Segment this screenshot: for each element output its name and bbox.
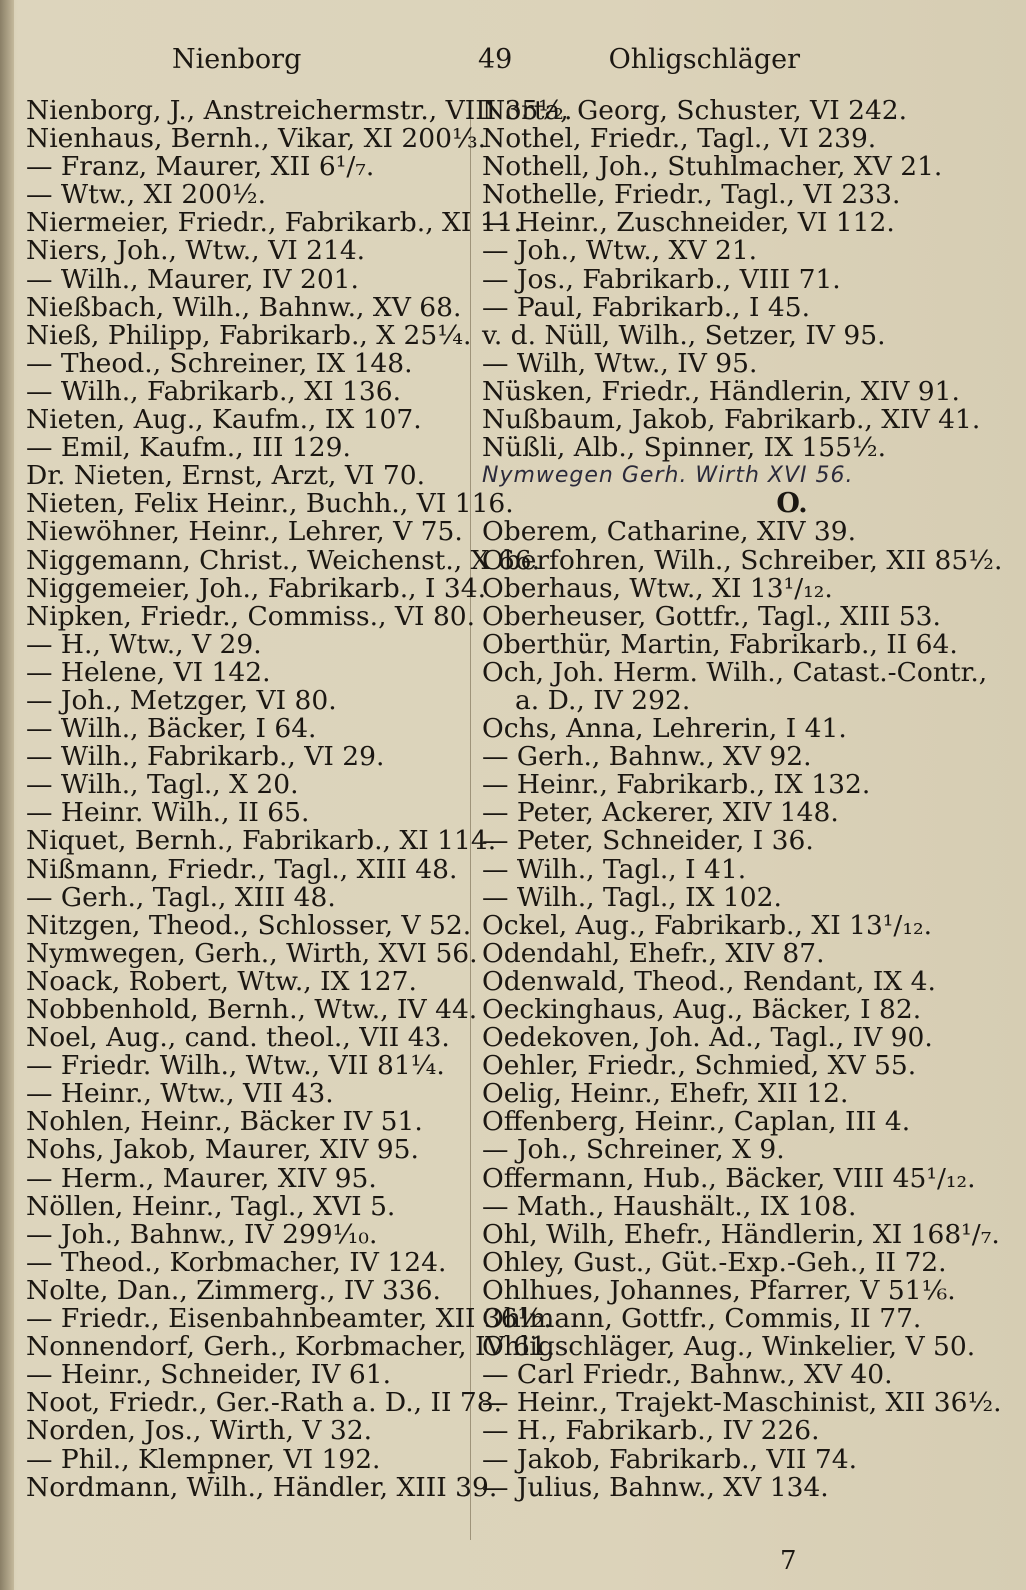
directory-entry: — Wilh., Tagl., I 41. [482,853,747,885]
directory-entry: Odenwald, Theod., Rendant, IX 4. [482,965,936,997]
directory-entry: — Gerh., Tagl., XIII 48. [26,881,336,913]
directory-entry: — Theod., Schreiner, IX 148. [26,347,413,379]
directory-entry: Nieß, Philipp, Fabrikarb., X 25¼. [26,319,472,351]
directory-entry: Offermann, Hub., Bäcker, VIII 45¹/₁₂. [482,1162,976,1194]
directory-entry: — Friedr. Wilh., Wtw., VII 81¼. [26,1050,445,1082]
directory-entry: Niggemann, Christ., Weichenst., X 66. [26,544,541,576]
directory-entry: v. d. Nüll, Wilh., Setzer, IV 95. [482,319,886,351]
directory-entry: Oelig, Heinr., Ehefr, XII 12. [482,1078,849,1110]
directory-entry: Nienborg, J., Anstreichermstr., VIII 35½. [26,95,573,126]
directory-entry: Nonnendorf, Gerh., Korbmacher, IV 61. [26,1331,556,1363]
directory-entry: Niggemeier, Joh., Fabrikarb., I 34. [26,572,487,604]
header-first-name: Nienborg [172,44,302,75]
directory-entry: — H., Wtw., V 29. [26,628,262,660]
directory-entry: Nohs, Jakob, Maurer, XIV 95. [26,1134,419,1166]
directory-entry: — Peter, Ackerer, XIV 148. [482,797,839,829]
directory-entry: Nießbach, Wilh., Bahnw., XV 68. [26,291,462,323]
directory-entry: — Wilh., Maurer, IV 201. [26,263,359,295]
directory-entry: Nolte, Dan., Zimmerg., IV 336. [26,1274,441,1306]
directory-entry: — Wilh., Fabrikarb., VI 29. [26,741,385,773]
directory-entry: Nienhaus, Bernh., Vikar, XI 200⅓. [26,123,487,155]
directory-entry: a. D., IV 292. [515,684,691,716]
left-column [26,95,573,1557]
sheet-signature: 7 [780,1546,797,1576]
header-last-name: Ohligschläger [608,44,800,75]
directory-entry: Nothelle, Friedr., Tagl., VI 233. [482,179,901,211]
directory-entry: Oberheuser, Gottfr., Tagl., XIII 53. [482,600,941,632]
directory-entry: Norta, Georg, Schuster, VI 242. [482,95,908,126]
directory-entry: — Wilh., Fabrikarb., XI 136. [26,375,401,407]
directory-entry: Nymwegen, Gerh., Wirth, XVI 56. [26,937,478,969]
directory-entry: — Joh., Metzger, VI 80. [26,684,337,716]
directory-entry: Oedekoven, Joh. Ad., Tagl., IV 90. [482,1022,933,1054]
directory-entry: Niquet, Bernh., Fabrikarb., XI 114. [26,825,497,857]
directory-entry: — Wilh., Tagl., IX 102. [482,881,782,913]
directory-entry: — Gerh., Bahnw., XV 92. [482,741,812,773]
directory-entry: Norden, Jos., Wirth, V 32. [26,1415,373,1447]
directory-entry: Ohlhues, Johannes, Pfarrer, V 51⅙. [482,1274,956,1306]
directory-entry: Nobbenhold, Bernh., Wtw., IV 44. [26,994,478,1025]
directory-entry: — Peter, Schneider, I 36. [482,825,814,857]
directory-entry: — Heinr., Trajekt-Maschinist, XII 36½. [482,1387,1002,1419]
directory-entry: Niermeier, Friedr., Fabrikarb., XI 11. [26,207,522,239]
directory-entry: — H., Fabrikarb., IV 226. [482,1415,820,1447]
section-letter: O. [776,488,808,520]
directory-entry: — Phil., Klempner, VI 192. [26,1443,381,1475]
directory-entry: Oehler, Friedr., Schmied, XV 55. [482,1050,917,1082]
directory-entry: — Heinr., Zuschneider, VI 112. [482,207,895,239]
directory-entry: — Herm., Maurer, XIV 95. [26,1162,377,1194]
directory-entry: — Theod., Korbmacher, IV 124. [26,1246,447,1278]
right-column [482,95,1003,1557]
directory-entry: — Joh., Wtw., XV 21. [482,235,758,267]
page-number: 49 [478,44,513,75]
directory-entry: Nohlen, Heinr., Bäcker IV 51. [26,1106,423,1138]
directory-entry: Oeckinghaus, Aug., Bäcker, I 82. [482,994,922,1025]
directory-entry: — Wtw., XI 200½. [26,179,267,211]
directory-entry: Ohl, Wilh, Ehefr., Händlerin, XI 168¹/₇. [482,1218,1000,1250]
directory-entry: Ohlmann, Gottfr., Commis, II 77. [482,1303,922,1335]
directory-entry: Dr. Nieten, Ernst, Arzt, VI 70. [26,460,426,492]
directory-entry: — Joh., Bahnw., IV 299⅒. [26,1218,378,1250]
directory-entry: Ockel, Aug., Fabrikarb., XI 13¹/₁₂. [482,909,933,941]
directory-entry: Nothell, Joh., Stuhlmacher, XV 21. [482,151,943,183]
directory-entry: Nüsken, Friedr., Händlerin, XIV 91. [482,375,960,407]
directory-entry: — Helene, VI 142. [26,656,271,688]
directory-entry: Och, Joh. Herm. Wilh., Catast.-Contr., [482,656,988,688]
directory-entry: Nieten, Felix Heinr., Buchh., VI 116. [26,488,514,520]
directory-entry: Niers, Joh., Wtw., VI 214. [26,235,366,267]
directory-entry: Nieten, Aug., Kaufm., IX 107. [26,404,422,436]
directory-entry: — Wilh., Tagl., X 20. [26,769,299,801]
directory-entry: Odendahl, Ehefr., XIV 87. [482,937,825,969]
directory-entry: Ohley, Gust., Güt.-Exp.-Geh., II 72. [482,1246,947,1278]
directory-entry: Niewöhner, Heinr., Lehrer, V 75. [26,516,463,548]
directory-entry: — Heinr., Fabrikarb., IX 132. [482,769,871,801]
page-header [30,44,990,88]
directory-entry: — Heinr. Wilh., II 65. [26,797,310,829]
directory-entry: Nußbaum, Jakob, Fabrikarb., XIV 41. [482,404,981,436]
directory-entry: Ochs, Anna, Lehrerin, I 41. [482,713,847,745]
directory-entry: — Joh., Schreiner, X 9. [482,1134,785,1166]
directory-entry: — Julius, Bahnw., XV 134. [482,1471,829,1503]
directory-entry: — Heinr., Wtw., VII 43. [26,1078,334,1110]
directory-entry: Nöllen, Heinr., Tagl., XVI 5. [26,1190,396,1222]
directory-entry: Oberthür, Martin, Fabrikarb., II 64. [482,628,958,660]
directory-entry: Nißmann, Friedr., Tagl., XIII 48. [26,853,458,885]
directory-entry: Oberfohren, Wilh., Schreiber, XII 85½. [482,544,1003,576]
directory-entry: — Friedr., Eisenbahnbeamter, XII 36½. [26,1303,552,1335]
directory-entry: — Paul, Fabrikarb., I 45. [482,291,811,323]
directory-entry: Nüßli, Alb., Spinner, IX 155½. [482,432,887,464]
directory-entry: Nitzgen, Theod., Schlosser, V 52. [26,909,472,941]
page-spine [0,0,14,1590]
handwritten-note: Nymwegen Gerh. Wirth XVI 56. [482,463,854,489]
directory-entry: Ohligschläger, Aug., Winkelier, V 50. [482,1331,976,1363]
directory-entry: — Carl Friedr., Bahnw., XV 40. [482,1359,893,1391]
directory-entry: — Jos., Fabrikarb., VIII 71. [482,263,841,295]
directory-entry: Noot, Friedr., Ger.-Rath a. D., II 78. [26,1387,503,1419]
directory-entry: — Franz, Maurer, XII 6¹/₇. [26,151,375,183]
directory-entry: Oberhaus, Wtw., XI 13¹/₁₂. [482,572,833,604]
directory-entry: Nothel, Friedr., Tagl., VI 239. [482,123,877,155]
directory-entry: — Heinr., Schneider, IV 61. [26,1359,391,1391]
directory-entry: — Wilh, Wtw., IV 95. [482,347,758,379]
directory-entry: — Jakob, Fabrikarb., VII 74. [482,1443,858,1475]
directory-entry: — Wilh., Bäcker, I 64. [26,713,317,745]
directory-entry: Noel, Aug., cand. theol., VII 43. [26,1022,450,1054]
directory-entry: Nipken, Friedr., Commiss., VI 80. [26,600,476,632]
directory-entry: Nordmann, Wilh., Händler, XIII 39. [26,1471,498,1503]
directory-entry: Noack, Robert, Wtw., IX 127. [26,965,417,997]
directory-entry: — Emil, Kaufm., III 129. [26,432,351,464]
directory-entry: — Math., Haushält., IX 108. [482,1190,857,1222]
directory-entry: Offenberg, Heinr., Caplan, III 4. [482,1106,911,1138]
directory-entry: Oberem, Catharine, XIV 39. [482,516,857,548]
